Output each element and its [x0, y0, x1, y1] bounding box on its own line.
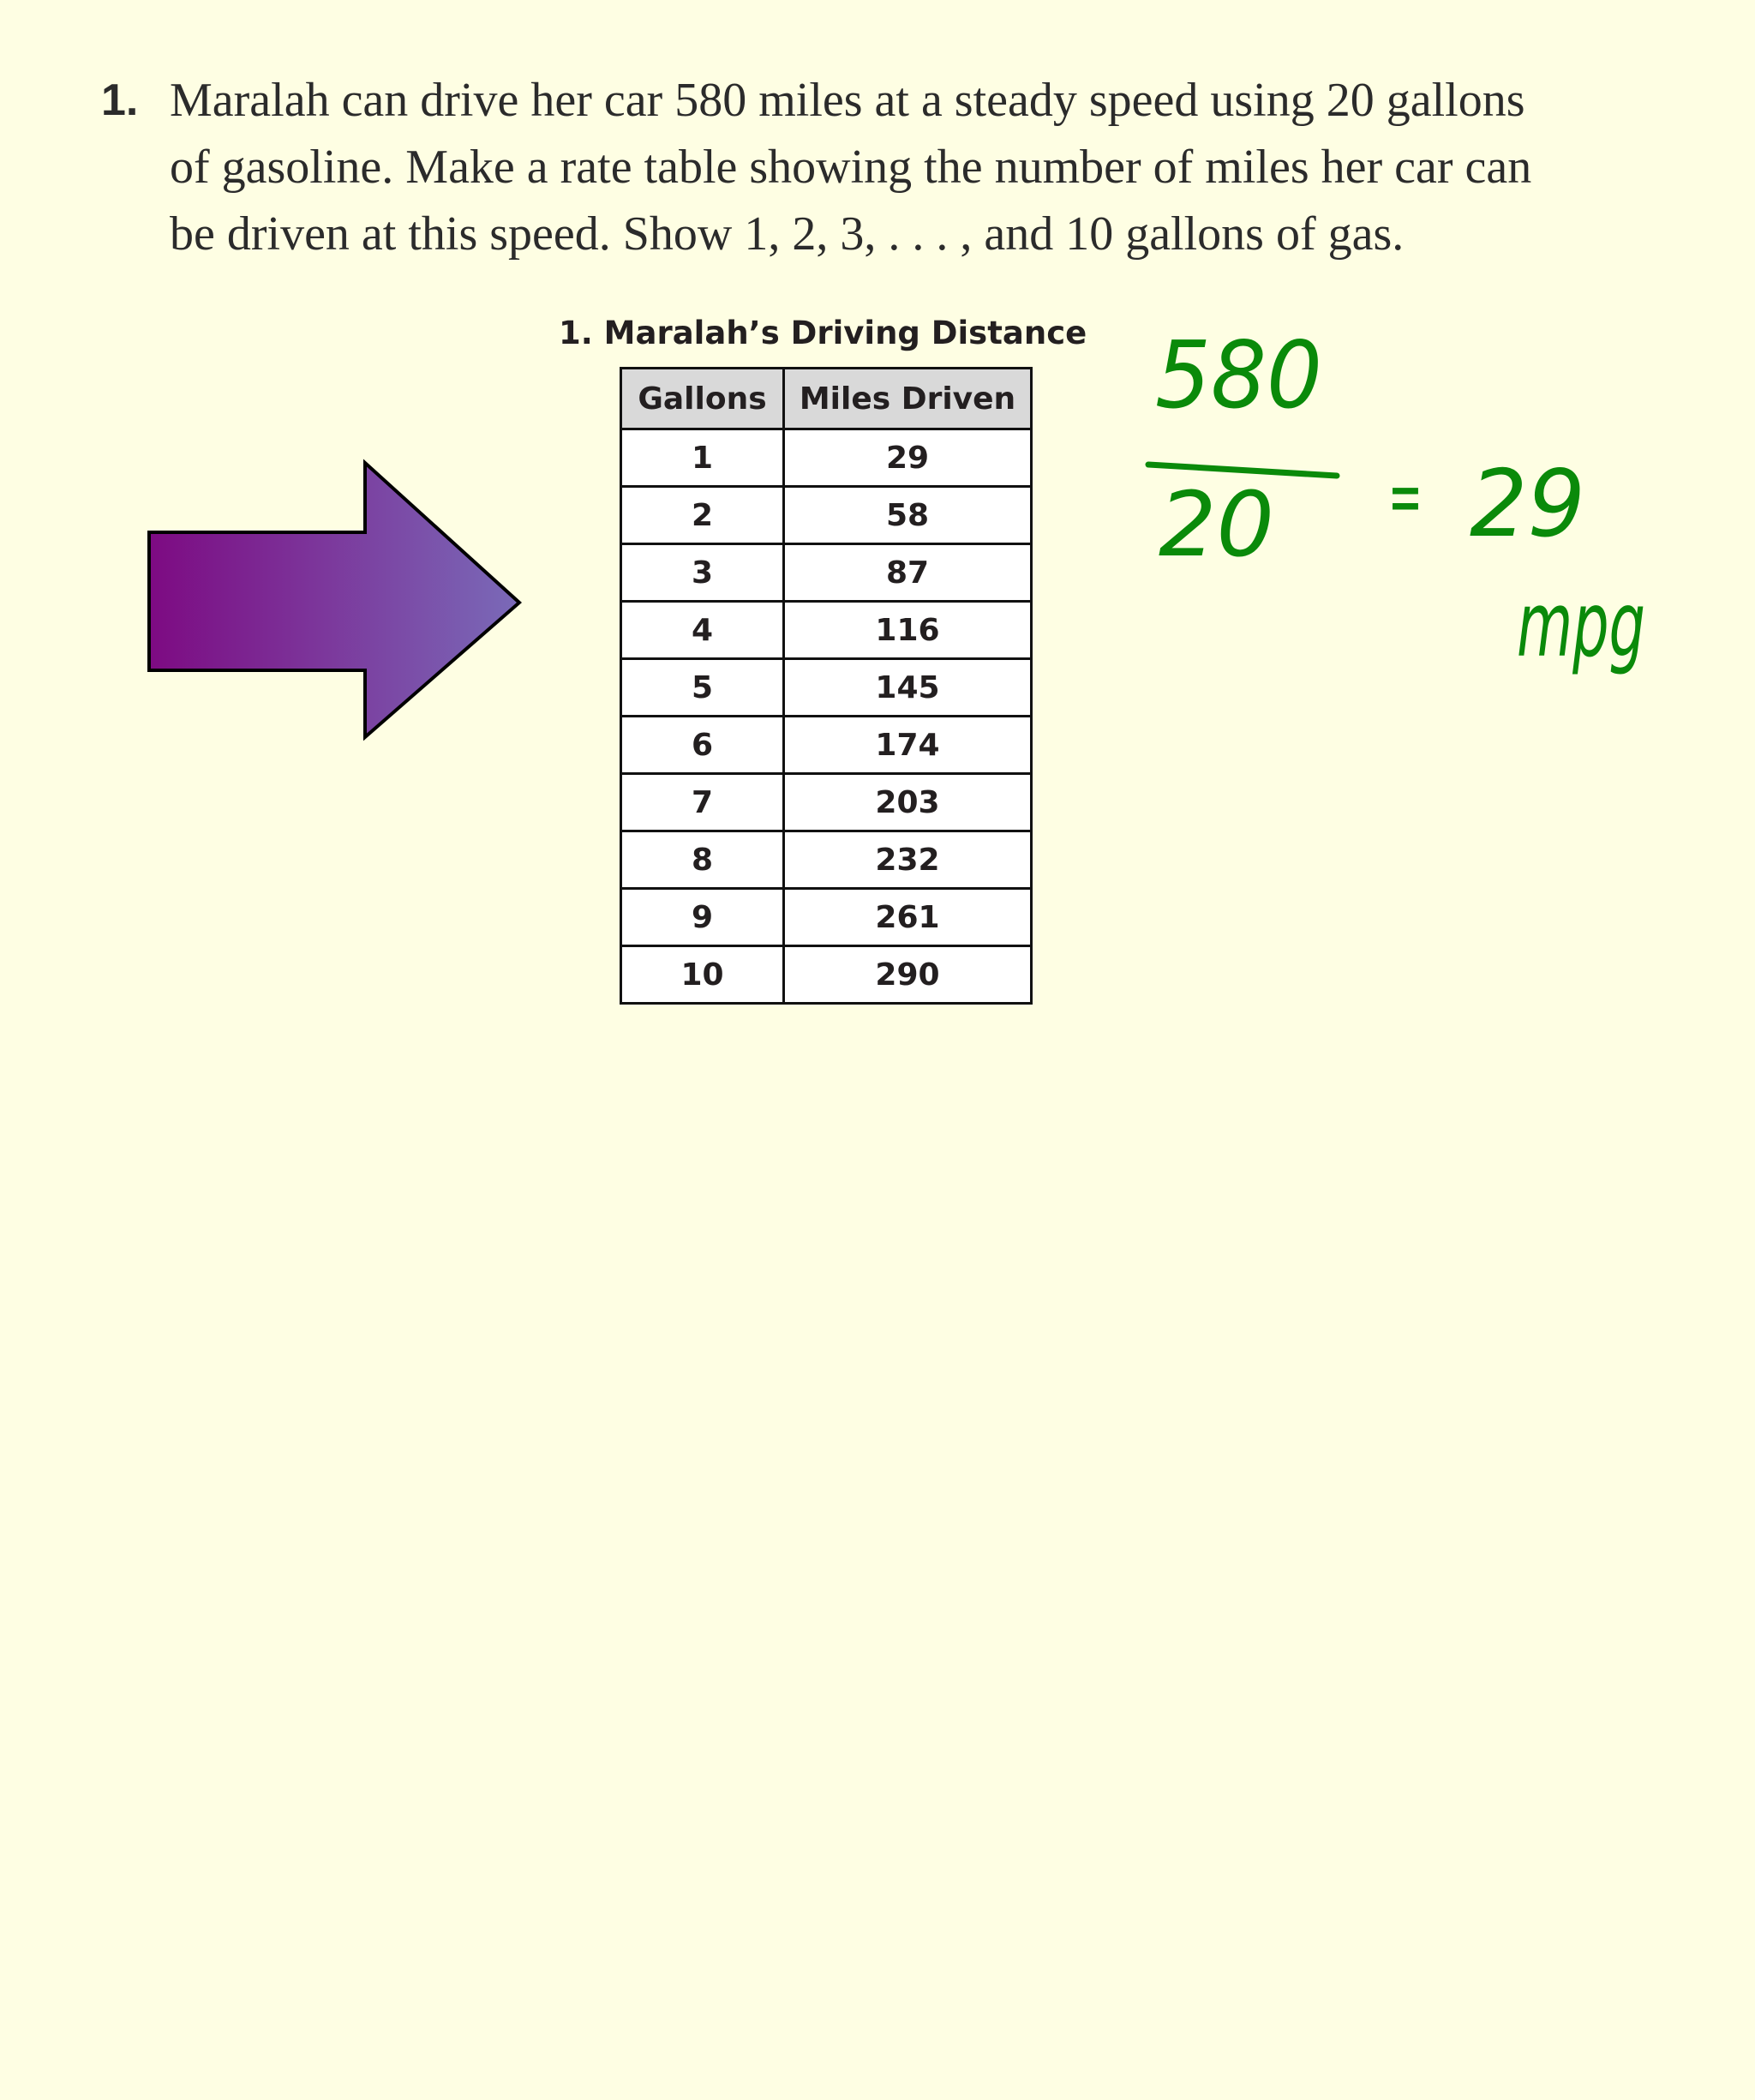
problem-line: be driven at this speed. Show 1, 2, 3, . . . , and 10 gallons of gas. [170, 207, 1405, 261]
handwritten-numerator: 580 [1155, 322, 1322, 429]
handwritten-equals: = [1388, 452, 1423, 542]
column-header-gallons: Gallons [621, 369, 784, 429]
table-row [621, 659, 1032, 717]
gallons-cell: 6 [621, 717, 784, 774]
miles-cell: 29 [784, 429, 1032, 487]
table-row [621, 602, 1032, 659]
miles-cell: 232 [784, 831, 1032, 889]
gallons-cell: 8 [621, 831, 784, 889]
column-header-miles-driven: Miles Driven [784, 369, 1032, 429]
handwritten-result: 29 [1470, 451, 1585, 558]
gallons-cell: 9 [621, 889, 784, 946]
rate-table [620, 367, 1033, 1005]
gallons-cell: 3 [621, 544, 784, 602]
table-row [621, 774, 1032, 831]
problem-line: of gasoline. Make a rate table showing the number of miles her car can [170, 141, 1532, 194]
table-row [621, 544, 1032, 602]
miles-cell: 290 [784, 946, 1032, 1004]
miles-cell: 145 [784, 659, 1032, 717]
problem-line: Maralah can drive her car 580 miles at a steady speed using 20 gallons [170, 74, 1525, 127]
table-row [621, 831, 1032, 889]
miles-cell: 203 [784, 774, 1032, 831]
gallons-cell: 2 [621, 487, 784, 544]
miles-cell: 116 [784, 602, 1032, 659]
right-arrow-icon [146, 459, 523, 741]
table-header-row [621, 369, 1032, 429]
table-row [621, 889, 1032, 946]
miles-cell: 87 [784, 544, 1032, 602]
problem-number: 1. [101, 75, 139, 125]
gallons-cell: 7 [621, 774, 784, 831]
handwritten-unit: mpg [1517, 573, 1645, 677]
table-row [621, 717, 1032, 774]
table-row [621, 429, 1032, 487]
gallons-cell: 10 [621, 946, 784, 1004]
miles-cell: 174 [784, 717, 1032, 774]
gallons-cell: 4 [621, 602, 784, 659]
gallons-cell: 1 [621, 429, 784, 487]
handwritten-calculation [1131, 322, 1662, 746]
miles-cell: 58 [784, 487, 1032, 544]
table-row [621, 487, 1032, 544]
gallons-cell: 5 [621, 659, 784, 717]
miles-cell: 261 [784, 889, 1032, 946]
handwritten-denominator: 20 [1159, 472, 1274, 577]
table-title: 1. Maralah’s Driving Distance [559, 315, 1087, 351]
table-row [621, 946, 1032, 1004]
